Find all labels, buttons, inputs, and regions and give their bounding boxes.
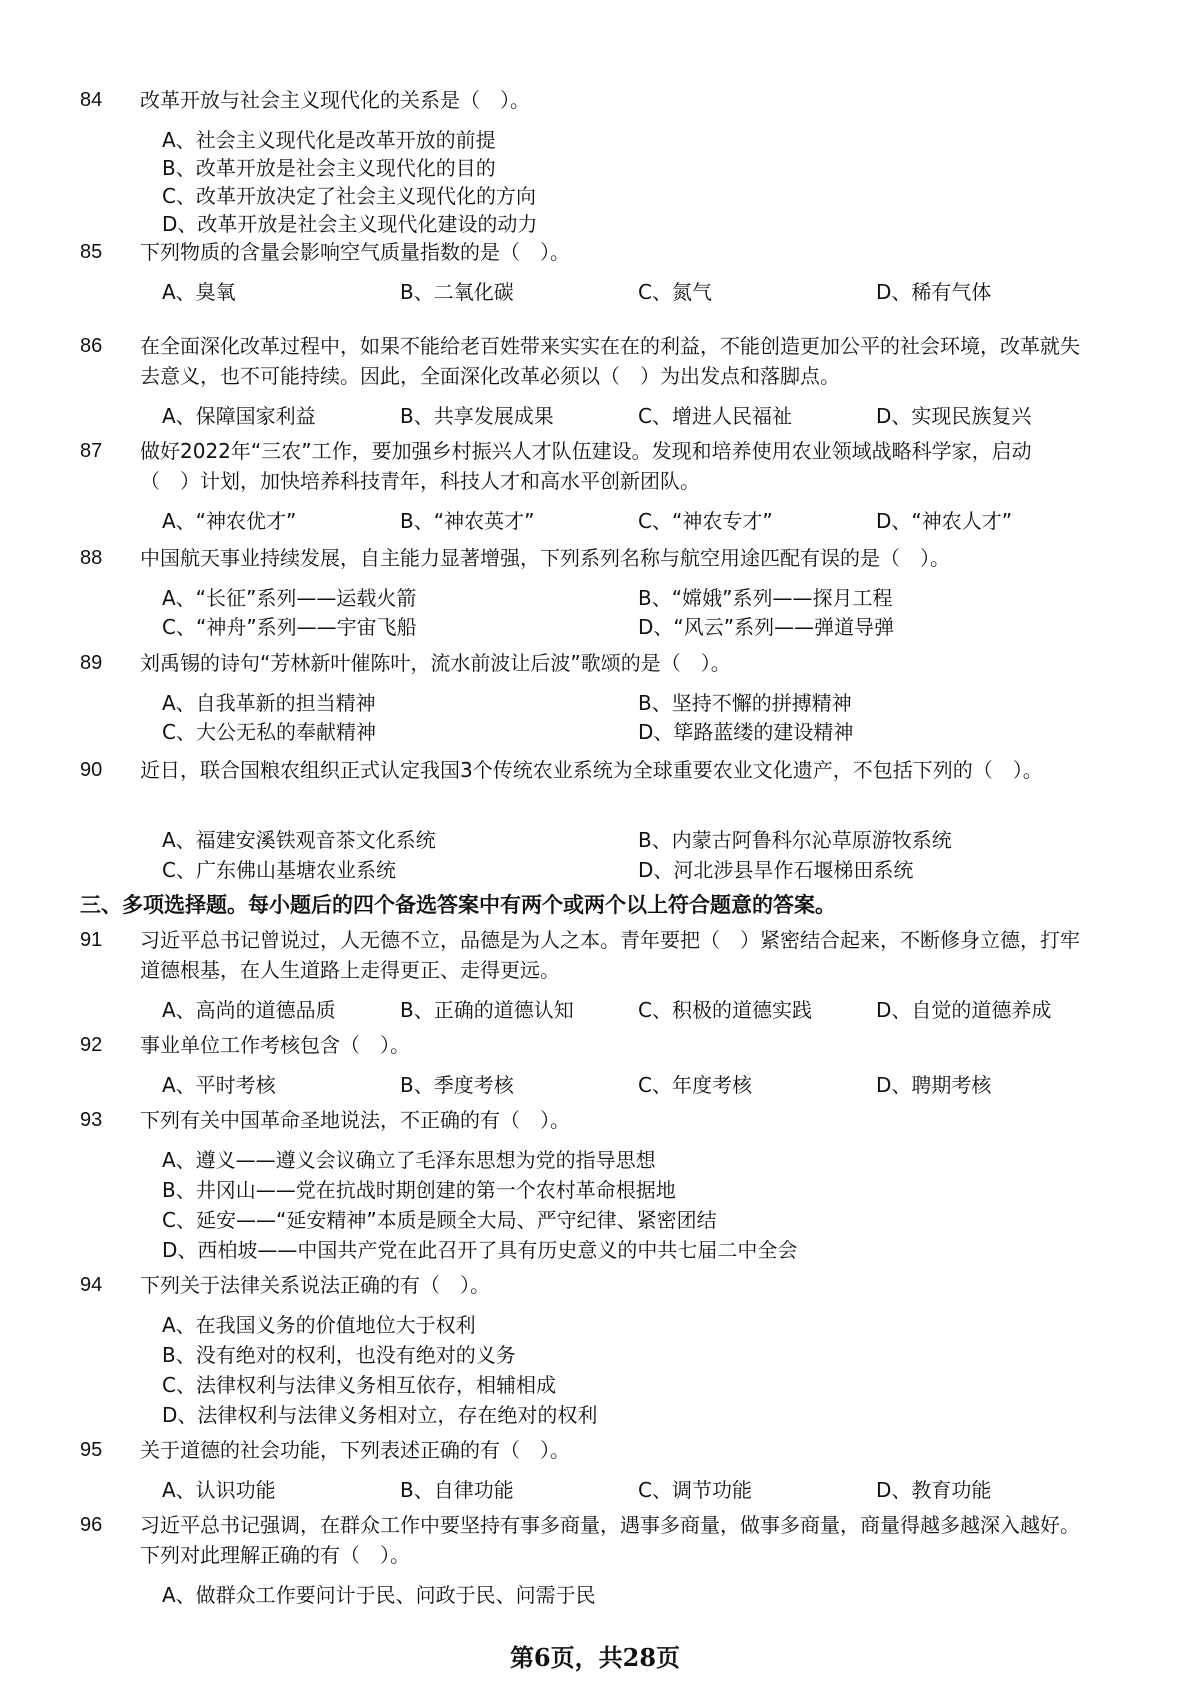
option-c: C、调节功能 (638, 1478, 752, 1502)
option-a: A、福建安溪铁观音茶文化系统 (162, 828, 436, 852)
option-b: B、内蒙古阿鲁科尔沁草原游牧系统 (638, 828, 952, 852)
question-number: 93 (80, 1109, 103, 1131)
option-c: C、延安——“延安精神”本质是顾全大局、严守纪律、紧密团结 (162, 1208, 717, 1232)
question-number: 94 (80, 1274, 103, 1296)
question-text: 在全面深化改革过程中，如果不能给老百姓带来实实在在的利益，不能创造更加公平的社会环境，改革就失去意义，也不可能持续。因此，全面深化改革必须以（ ）为出发点和落脚点。 (140, 334, 1080, 388)
option-c: C、年度考核 (638, 1073, 752, 1097)
option-c: C、“神农专才” (638, 509, 773, 533)
question-number: 88 (80, 547, 103, 569)
option-c: C、改革开放决定了社会主义现代化的方向 (162, 184, 536, 208)
option-a: A、“长征”系列——运载火箭 (162, 586, 417, 610)
option-a: A、高尚的道德品质 (162, 998, 336, 1022)
option-d: D、法律权利与法律义务相对立，存在绝对的权利 (162, 1403, 598, 1427)
option-d: D、改革开放是社会主义现代化建设的动力 (162, 212, 538, 236)
option-a: A、遵义——遵义会议确立了毛泽东思想为党的指导思想 (162, 1148, 656, 1172)
option-d: D、教育功能 (876, 1478, 992, 1502)
question-number: 85 (80, 241, 103, 263)
option-b: B、改革开放是社会主义现代化的目的 (162, 156, 496, 180)
option-a: A、认识功能 (162, 1478, 276, 1502)
question-text: 改革开放与社会主义现代化的关系是（ ）。 (140, 88, 530, 112)
option-b: B、坚持不懈的拼搏精神 (638, 691, 852, 715)
option-a: A、保障国家利益 (162, 404, 316, 428)
question-number: 90 (80, 759, 103, 781)
option-b: B、共享发展成果 (400, 404, 554, 428)
question-number: 84 (80, 89, 103, 111)
option-d: D、实现民族复兴 (876, 404, 1032, 428)
question-number: 87 (80, 440, 103, 462)
question-number: 91 (80, 929, 103, 951)
question-text: 习近平总书记强调，在群众工作中要坚持有事多商量，遇事多商量，做事多商量，商量得越多越深入越好。下列对此理解正确的有（ ）。 (140, 1513, 1080, 1567)
option-d: D、“风云”系列——弹道导弹 (638, 615, 895, 639)
option-a: A、“神农优才” (162, 509, 297, 533)
option-d: D、西柏坡——中国共产党在此召开了具有历史意义的中共七届二中全会 (162, 1238, 798, 1262)
question-number: 96 (80, 1514, 103, 1536)
section-title: 三、多项选择题。每小题后的四个备选答案中有两个或两个以上符合题意的答案。 (80, 893, 836, 917)
option-d: D、聘期考核 (876, 1073, 992, 1097)
option-c: C、广东佛山基塘农业系统 (162, 858, 396, 882)
option-c: C、大公无私的奉献精神 (162, 720, 376, 744)
option-a: A、自我革新的担当精神 (162, 691, 376, 715)
question-text: 关于道德的社会功能，下列表述正确的有（ ）。 (140, 1438, 570, 1462)
question-text: 中国航天事业持续发展，自主能力显著增强，下列系列名称与航空用途匹配有误的是（ ）。 (140, 546, 950, 570)
option-a: A、平时考核 (162, 1073, 276, 1097)
option-d: D、稀有气体 (876, 280, 992, 304)
option-b: B、“嫦娥”系列——探月工程 (638, 586, 893, 610)
question-text: 下列物质的含量会影响空气质量指数的是（ ）。 (140, 240, 570, 264)
option-a: A、做群众工作要问计于民、问政于民、问需于民 (162, 1583, 596, 1607)
option-b: B、“神农英才” (400, 509, 535, 533)
option-b: B、井冈山——党在抗战时期创建的第一个农村革命根据地 (162, 1178, 676, 1202)
option-c: C、氮气 (638, 280, 712, 304)
option-d: D、自觉的道德养成 (876, 998, 1052, 1022)
question-number: 92 (80, 1034, 103, 1056)
option-d: D、河北涉县旱作石堰梯田系统 (638, 858, 914, 882)
option-d: D、“神农人才” (876, 509, 1013, 533)
question-text: 习近平总书记曾说过，人无德不立，品德是为人之本。青年要把（ ）紧密结合起来，不断修身立德，打牢道德根基，在人生道路上走得更正、走得更远。 (140, 928, 1080, 982)
option-a: A、社会主义现代化是改革开放的前提 (162, 128, 496, 152)
question-number: 86 (80, 335, 103, 357)
option-c: C、增进人民福祉 (638, 404, 792, 428)
option-b: B、自律功能 (400, 1478, 514, 1502)
question-number: 89 (80, 652, 103, 674)
option-b: B、没有绝对的权利，也没有绝对的义务 (162, 1343, 516, 1367)
question-number: 95 (80, 1439, 103, 1461)
option-c: C、积极的道德实践 (638, 998, 812, 1022)
option-a: A、在我国义务的价值地位大于权利 (162, 1313, 476, 1337)
option-b: B、二氧化碳 (400, 280, 514, 304)
option-d: D、筚路蓝缕的建设精神 (638, 720, 854, 744)
question-text: 下列关于法律关系说法正确的有（ ）。 (140, 1273, 490, 1297)
option-a: A、臭氧 (162, 280, 236, 304)
question-text: 做好2022年“三农”工作，要加强乡村振兴人才队伍建设。发现和培养使用农业领域战略科学家，启动（ ）计划，加快培养科技青年，科技人才和高水平创新团队。 (140, 439, 1032, 493)
option-c: C、“神舟”系列——宇宙飞船 (162, 615, 417, 639)
option-c: C、法律权利与法律义务相互依存，相辅相成 (162, 1373, 556, 1397)
option-b: B、正确的道德认知 (400, 998, 574, 1022)
question-text: 刘禹锡的诗句“芳林新叶催陈叶，流水前波让后波”歌颂的是（ ）。 (140, 651, 731, 675)
option-b: B、季度考核 (400, 1073, 514, 1097)
question-text: 事业单位工作考核包含（ ）。 (140, 1033, 410, 1057)
page-number: 第6页，共28页 (509, 1643, 681, 1672)
question-text: 下列有关中国革命圣地说法，不正确的有（ ）。 (140, 1108, 570, 1132)
question-text: 近日，联合国粮农组织正式认定我国3个传统农业系统为全球重要农业文化遗产，不包括下列的（ ）。 (140, 758, 1043, 782)
